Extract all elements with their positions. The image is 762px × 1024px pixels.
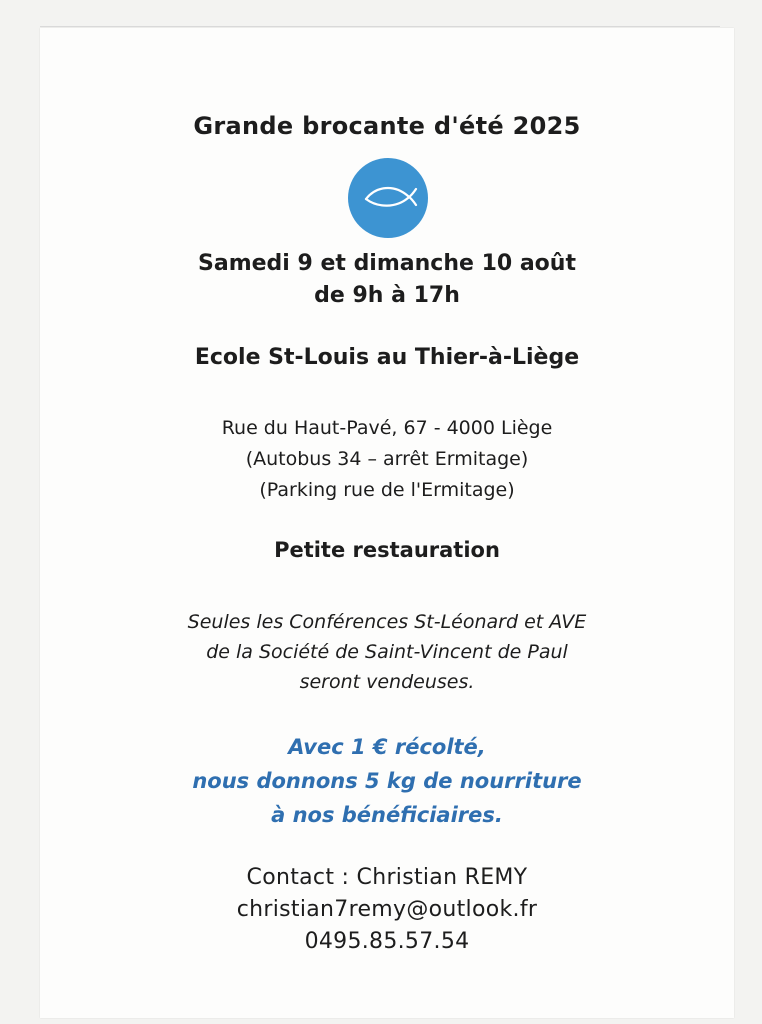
- contact-phone: 0495.85.57.54: [304, 929, 470, 954]
- address-block: [40, 413, 734, 506]
- sellers-line: Seules les Conférences St-Léonard et AVE: [187, 611, 587, 633]
- fish-icon: [348, 158, 428, 238]
- fish-logo-icon: [348, 158, 428, 238]
- sellers-line: de la Société de Saint-Vincent de Paul: [206, 641, 568, 663]
- appeal-line: Avec 1 € récolté,: [288, 735, 486, 759]
- bus-info: (Autobus 34 – arrêt Ermitage): [245, 448, 529, 470]
- contact-email: christian7remy@outlook.fr: [236, 897, 538, 922]
- contact-block: [40, 862, 734, 958]
- venue-name: Ecole St-Louis au Thier-à-Liège: [194, 345, 580, 370]
- sellers-line: seront vendeuses.: [299, 671, 475, 693]
- appeal-line: à nos bénéficiaires.: [271, 803, 503, 827]
- hours-line: de 9h à 17h: [314, 283, 460, 308]
- appeal-line: nous donnons 5 kg de nourriture: [192, 769, 582, 793]
- sheet-edge: [40, 26, 720, 27]
- flyer-title: Grande brocante d'été 2025: [193, 112, 581, 140]
- dates-line: Samedi 9 et dimanche 10 août: [198, 251, 576, 276]
- street-address: Rue du Haut-Pavé, 67 - 4000 Liège: [221, 417, 553, 439]
- event-dates: [40, 248, 734, 312]
- donation-appeal: [40, 730, 734, 832]
- sellers-notice: [40, 607, 734, 697]
- parking-info: (Parking rue de l'Ermitage): [259, 479, 515, 501]
- food-notice: Petite restauration: [274, 538, 500, 562]
- contact-name: Contact : Christian REMY: [246, 865, 528, 890]
